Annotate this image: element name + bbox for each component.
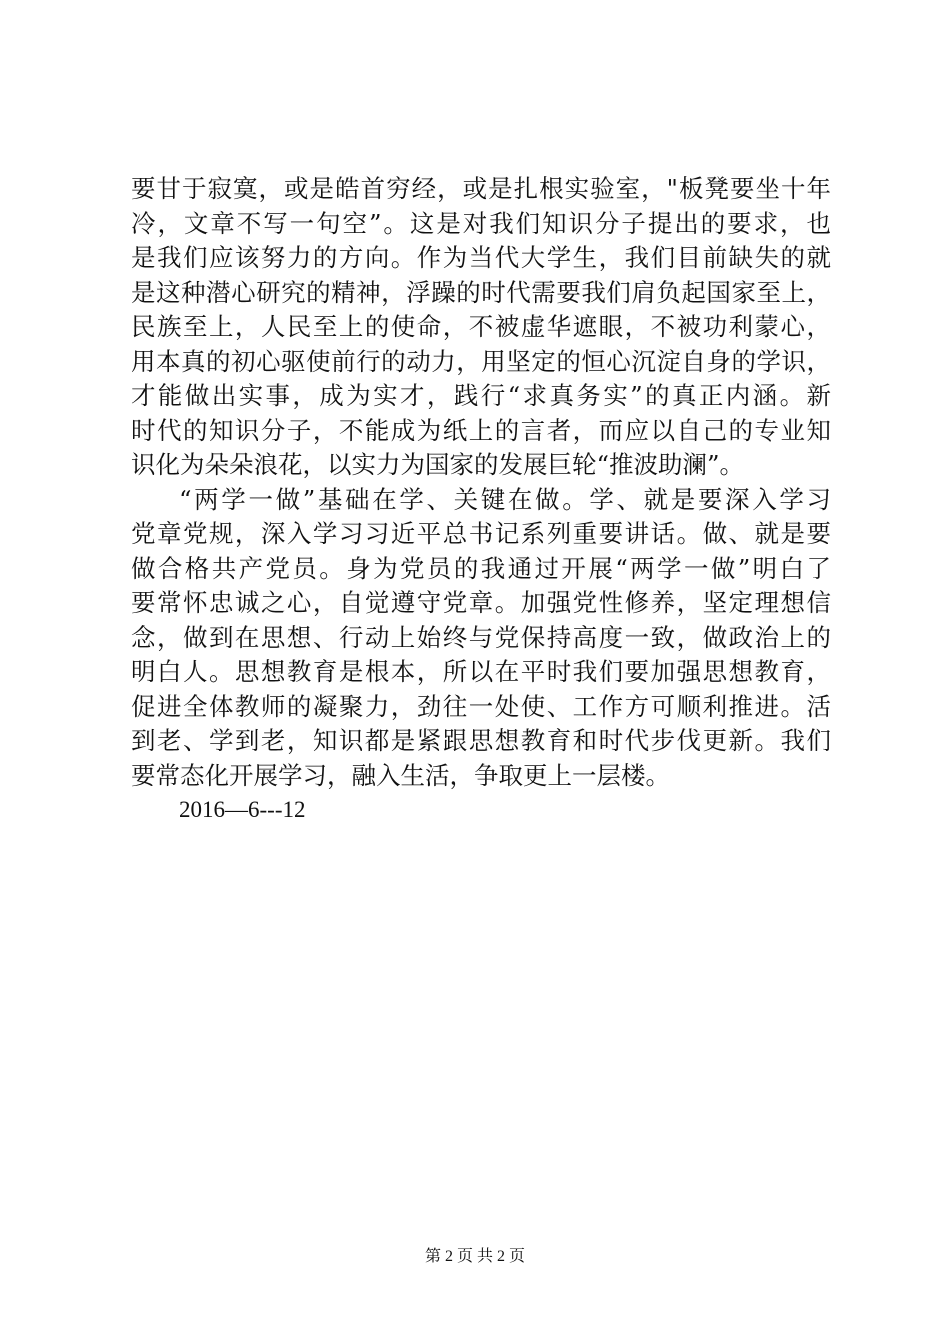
paragraph-1	[131, 172, 831, 483]
text-line: 时代的知识分子，不能成为纸上的言者，而应以自己的专业知	[131, 415, 831, 445]
text-line: 要常态化开展学习，融入生活，争取更上一层楼。	[131, 760, 670, 790]
text-line: 识化为朵朵浪花，以实力为国家的发展巨轮“推波助澜”。	[131, 450, 745, 479]
document-date: 2016—6---12	[179, 797, 306, 822]
paragraph-2	[131, 483, 831, 794]
text-line: 要甘于寂寞，或是皓首穷经，或是扎根实验室，"板凳要坐十年	[131, 174, 831, 203]
page-number-footer: 第 2 页 共 2 页	[424, 1248, 525, 1265]
text-line: 做合格共产党员。身为党员的我通过开展“两学一做”明白了	[131, 553, 831, 583]
text-line: 才能做出实事，成为实才，践行“求真务实”的真正内涵。新	[131, 381, 831, 410]
text-line: 到老、学到老，知识都是紧跟思想教育和时代步伐更新。我们	[131, 726, 831, 755]
document-body	[131, 172, 831, 828]
text-line: “两学一做”基础在学、关键在做。学、就是要深入学习	[179, 484, 831, 514]
text-line: 党章党规，深入学习习近平总书记系列重要讲话。做、就是要	[131, 519, 831, 548]
text-line: 念，做到在思想、行动上始终与党保持高度一致，做政治上的	[131, 622, 831, 652]
text-line: 明白人。思想教育是根本，所以在平时我们要加强思想教育，	[131, 657, 831, 686]
text-line: 要常怀忠诚之心，自觉遵守党章。加强党性修养，坚定理想信	[131, 588, 831, 617]
text-line: 是这种潜心研究的精神，浮躁的时代需要我们肩负起国家至上，	[131, 277, 831, 307]
text-line: 是我们应该努力的方向。作为当代大学生，我们目前缺失的就	[131, 243, 831, 272]
text-line: 用本真的初心驱使前行的动力，用坚定的恒心沉淀自身的学识，	[131, 346, 831, 376]
text-line: 民族至上，人民至上的使命，不被虚华遮眼，不被功利蒙心，	[131, 312, 831, 341]
text-line: 促进全体教师的凝聚力，劲往一处使、工作方可顺利推进。活	[131, 691, 831, 721]
text-line: 冷，文章不写一句空”。这是对我们知识分子提出的要求，也	[131, 208, 831, 238]
